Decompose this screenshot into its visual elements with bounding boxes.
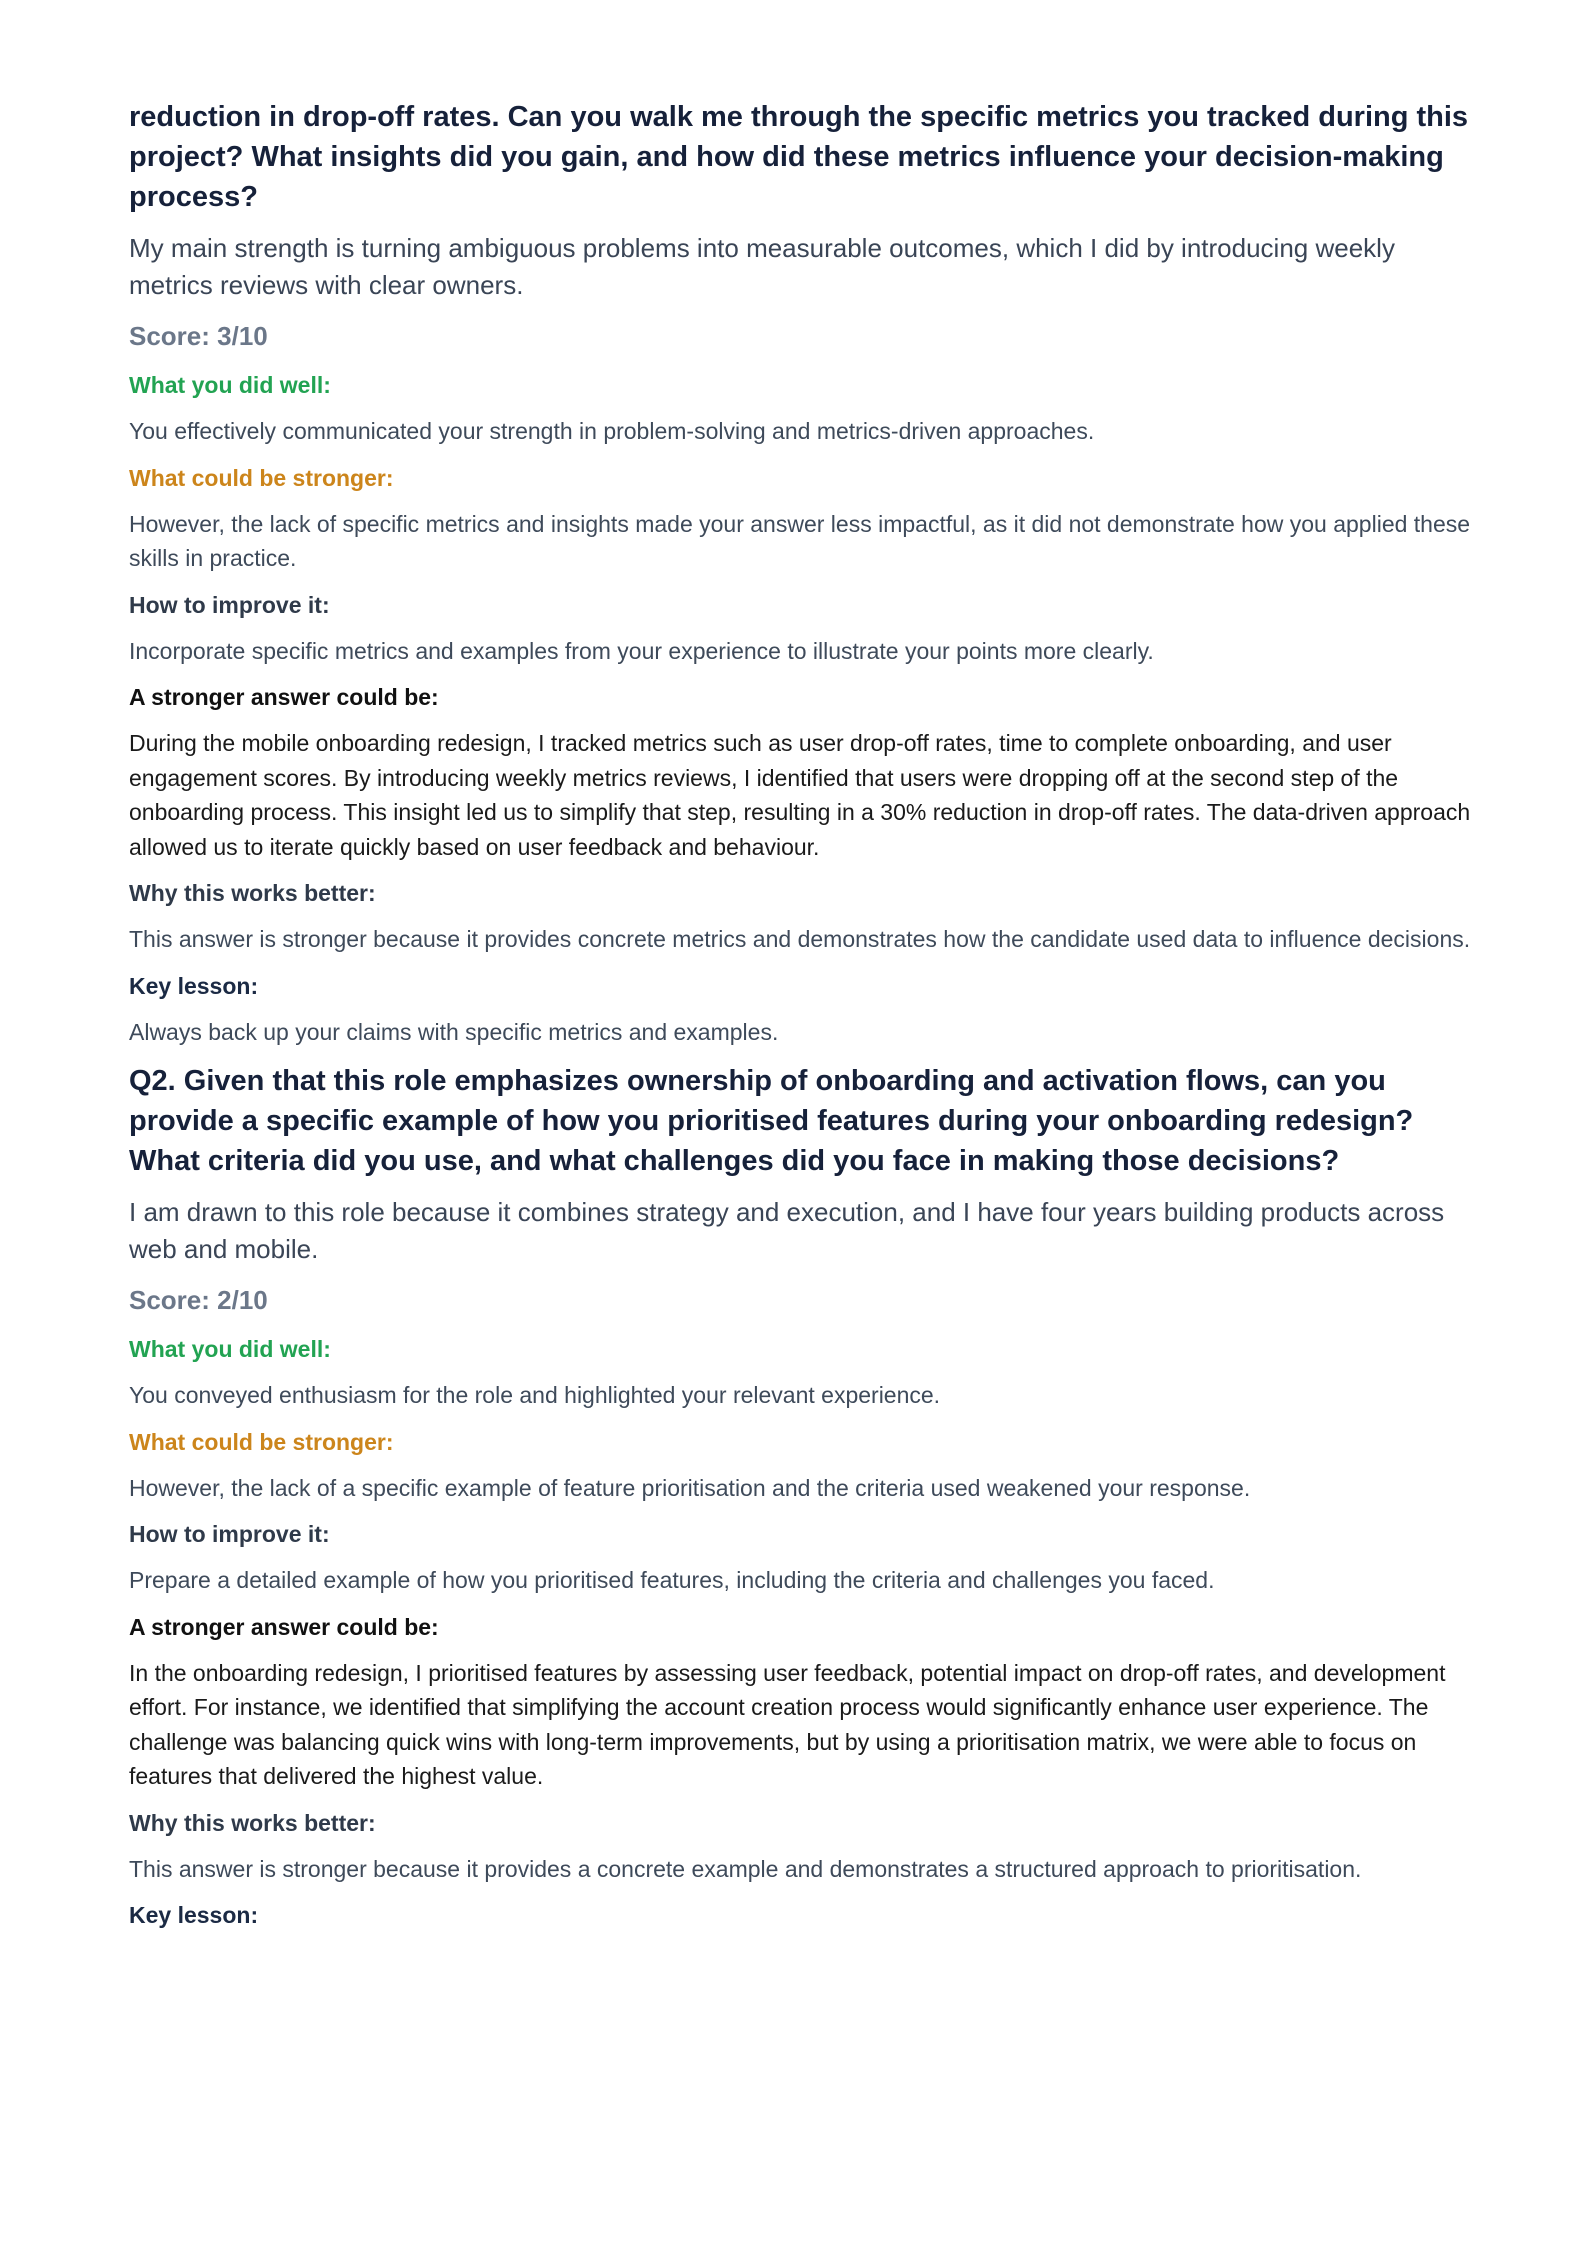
how-to-improve-label: How to improve it: [129,591,330,618]
why-better-label: Why this works better: [129,880,376,906]
did-well-label: What you did well: [129,1336,331,1362]
stronger-answer-text: During the mobile onboarding redesign, I tracked metrics such as user drop-off rates, time to complete onboarding, and user engagement scores. By introducing weekly metrics reviews, I identified that users were dropping off at the second step of the onboarding process. This insight led us to simplify that step, resulting in a 30% reduction in drop-off rates. The data-driven approach allowed us to iterate quickly based on user feedback and behaviour. [129,730,1471,860]
candidate-answer: My main strength is turning ambiguous problems into measurable outcomes, which I did by introducing weekly metrics reviews with clear owners. [129,233,1395,300]
score: Score: 2/10 [129,1285,268,1315]
question-block-1 [129,97,1483,1049]
how-to-improve-label: How to improve it: [129,1521,330,1547]
score: Score: 3/10 [129,321,268,351]
how-to-improve-text: Prepare a detailed example of how you prioritised features, including the criteria and challenges you faced. [129,1567,1215,1593]
candidate-answer: I am drawn to this role because it combines strategy and execution, and I have four years building products across web and mobile. [129,1197,1445,1264]
why-better-text: This answer is stronger because it provides concrete metrics and demonstrates how the candidate used data to influence decisions. [129,926,1471,952]
key-lesson-text: Always back up your claims with specific metrics and examples. [129,1018,779,1045]
stronger-answer-text: In the onboarding redesign, I prioritised features by assessing user feedback, potential impact on drop-off rates, and development effort. For instance, we identified that simplifying the account creation process would significantly enhance user experience. The challenge was balancing quick wins with long-term improvements, but by using a prioritisation matrix, we were able to focus on features that delivered the highest value. [129,1659,1446,1789]
why-better-label: Why this works better: [129,1809,376,1836]
question-text: reduction in drop-off rates. Can you walk me through the specific metrics you tracked during this project? What insights did you gain, and how did these metrics influence your decision-making process? [129,101,1469,213]
stronger-answer-label: A stronger answer could be: [129,684,439,710]
did-well-text: You conveyed enthusiasm for the role and highlighted your relevant experience. [129,1382,941,1408]
did-well-label: What you did well: [129,372,331,398]
could-be-stronger-label: What could be stronger: [129,464,394,491]
did-well-text: You effectively communicated your strength in problem-solving and metrics-driven approaches. [129,418,1095,444]
could-be-stronger-text: However, the lack of specific metrics and insights made your answer less impactful, as it did not demonstrate how you applied these skills in practice. [129,510,1471,571]
stronger-answer-label: A stronger answer could be: [129,1613,439,1640]
key-lesson-label: Key lesson: [129,1902,259,1928]
how-to-improve-text: Incorporate specific metrics and examples from your experience to illustrate your points more clearly. [129,637,1154,664]
question-block-2 [129,1061,1483,1932]
key-lesson-label: Key lesson: [129,972,259,999]
could-be-stronger-label: What could be stronger: [129,1428,394,1455]
why-better-text: This answer is stronger because it provides a concrete example and demonstrates a structured approach to prioritisation. [129,1855,1362,1882]
could-be-stronger-text: However, the lack of a specific example of feature prioritisation and the criteria used weakened your response. [129,1474,1251,1501]
question-text: Q2. Given that this role emphasizes ownership of onboarding and activation flows, can you provide a specific example of how you prioritised features during your onboarding redesign? What criteria did you use, and what challenges did you face in making those decisions? [129,1065,1414,1177]
